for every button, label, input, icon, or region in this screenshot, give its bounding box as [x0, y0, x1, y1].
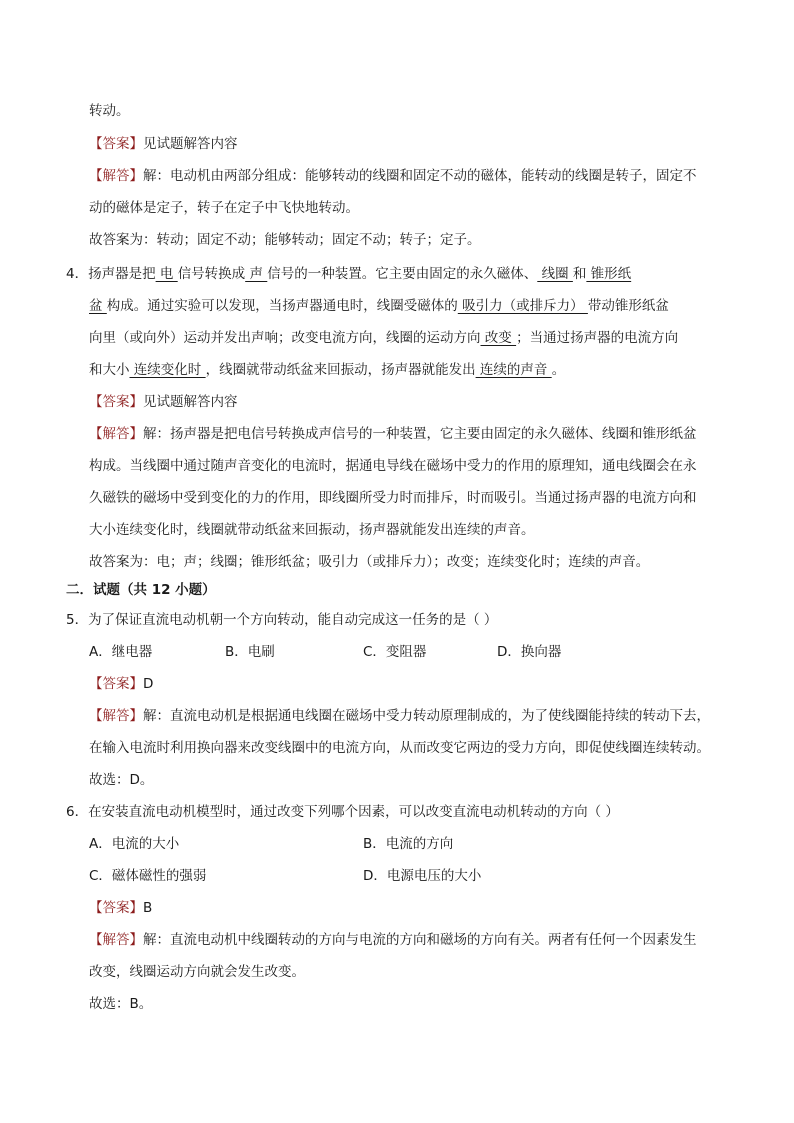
q6-analysis-line: 改变，线圈运动方向就会发生改变。 — [89, 964, 305, 980]
blank-answer: 声 — [245, 266, 268, 282]
q6-option-b: B．电流的方向 — [363, 836, 454, 852]
q4-analysis-line: 久磁铁的磁场中受到变化的力的作用，即线圈所受力时而排斥，时而吸引。当通过扬声器的电流方向和 — [89, 490, 697, 506]
answer-tag: 【答案】 — [89, 676, 143, 692]
blank-answer: 盆 — [89, 298, 107, 314]
answer-tag: 【答案】 — [89, 136, 143, 152]
analysis-tag: 【解答】 — [89, 168, 143, 184]
q5-option-c: C．变阻器 — [363, 644, 427, 660]
q6-final-answer: 故选：B。 — [89, 996, 153, 1012]
q6-option-a: A．电流的大小 — [89, 836, 180, 852]
q6-stem: 6．在安装直流电动机模型时，通过改变下列哪个因素，可以改变直流电动机转动的方向（ ） — [66, 804, 619, 820]
q5-stem: 5．为了保证直流电动机朝一个方向转动，能自动完成这一任务的是（ ） — [66, 612, 498, 628]
q5-option-a: A．继电器 — [89, 644, 153, 660]
analysis-tag: 【解答】 — [89, 932, 143, 948]
analysis-tag: 【解答】 — [89, 708, 143, 724]
q4-answer: 【答案】见试题解答内容 — [89, 394, 238, 410]
blank-answer: 电 — [155, 266, 178, 282]
blank-answer: 连续的声音 — [475, 362, 552, 378]
q5-answer: 【答案】D — [89, 676, 154, 692]
q6-option-d: D．电源电压的大小 — [363, 868, 482, 884]
q3-analysis-line: 动的磁体是定子，转子在定子中飞快地转动。 — [89, 200, 359, 216]
q4-stem-line: 盆 构成。通过实验可以发现，当扬声器通电时，线圈受磁体的 吸引力（或排斥力） 带动锥形纸盆 — [89, 298, 669, 314]
q4-stem-line: 向里（或向外）运动并发出声响；改变电流方向，线圈的运动方向 改变 ；当通过扬声器的电流方向 — [89, 330, 679, 346]
blank-answer: 连续变化时 — [129, 362, 206, 378]
q5-analysis-line: 在输入电流时利用换向器来改变线圈中的电流方向，从而改变它两边的受力方向，即促使线圈连续转动。 — [89, 740, 710, 756]
blank-answer: 改变 — [480, 330, 517, 346]
analysis-tag: 【解答】 — [89, 426, 143, 442]
q5-option-b: B．电刷 — [225, 644, 275, 660]
q6-option-c: C．磁体磁性的强弱 — [89, 868, 207, 884]
answer-tag: 【答案】 — [89, 394, 143, 410]
blank-answer: 线圈 — [537, 266, 573, 282]
q6-answer: 【答案】B — [89, 900, 153, 916]
blank-answer: 吸引力（或排斥力） — [457, 298, 588, 314]
q4-analysis-line: 【解答】解：扬声器是把电信号转换成声信号的一种装置，它主要由固定的永久磁体、线圈和锥形纸盆 — [89, 426, 697, 442]
blank-answer: 锥形纸 — [586, 266, 632, 282]
q5-analysis-line: 【解答】解：直流电动机是根据通电线圈在磁场中受力转动原理制成的，为了使线圈能持续的转动下去， — [89, 708, 710, 724]
q3-final-answer: 故答案为：转动；固定不动；能够转动；固定不动；转子；定子。 — [89, 232, 481, 248]
q4-final-answer: 故答案为：电；声；线圈；锥形纸盆；吸引力（或排斥力）；改变；连续变化时；连续的声音。 — [89, 554, 650, 570]
q4-analysis-line: 大小连续变化时，线圈就带动纸盆来回振动，扬声器就能发出连续的声音。 — [89, 522, 535, 538]
q3-answer: 【答案】见试题解答内容 — [89, 136, 238, 152]
q3-tail: 转动。 — [89, 103, 130, 119]
section-title: 二．试题（共 12 小题） — [66, 582, 216, 598]
q5-final-answer: 故选：D。 — [89, 772, 154, 788]
q5-option-d: D．换向器 — [497, 644, 562, 660]
q4-stem-line: 和大小 连续变化时 ，线圈就带动纸盆来回振动，扬声器就能发出 连续的声音 。 — [89, 362, 566, 378]
q4-analysis-line: 构成。当线圈中通过随声音变化的电流时，据通电导线在磁场中受力的作用的原理知，通电线圈会在永 — [89, 458, 697, 474]
q4-stem-line: 4．扬声器是把 电 信号转换成 声 信号的一种装置。它主要由固定的永久磁体、 线圈 和 锥形纸 — [66, 266, 632, 282]
answer-tag: 【答案】 — [89, 900, 143, 916]
q3-analysis-line: 【解答】解：电动机由两部分组成：能够转动的线圈和固定不动的磁体，能转动的线圈是转子，固定不 — [89, 168, 697, 184]
q6-analysis-line: 【解答】解：直流电动机中线圈转动的方向与电流的方向和磁场的方向有关。两者有任何一个因素发生 — [89, 932, 697, 948]
